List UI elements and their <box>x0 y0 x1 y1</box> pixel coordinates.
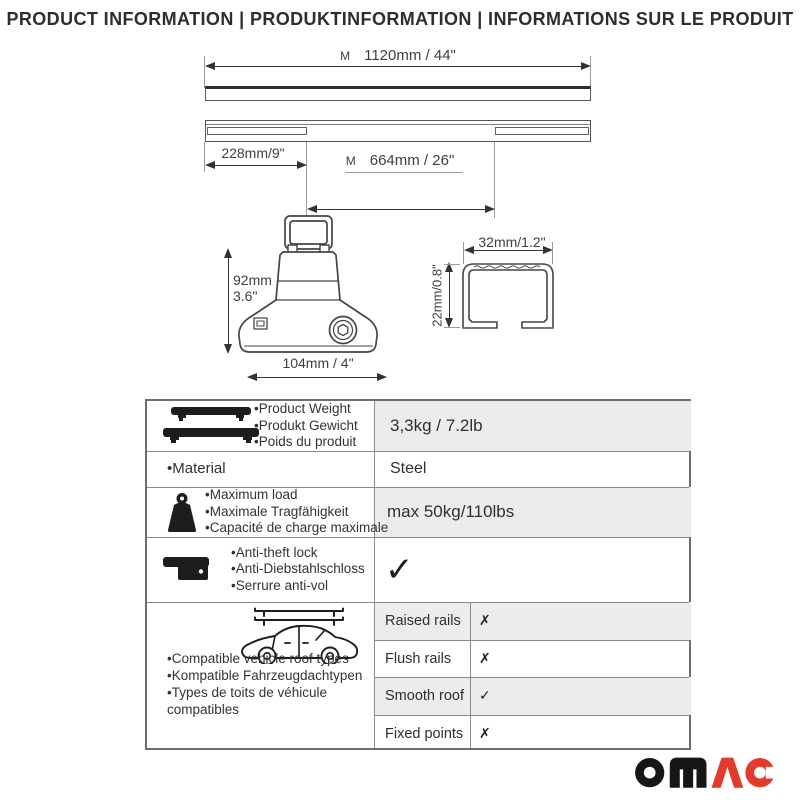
crossbar-side-view <box>205 120 591 142</box>
label-underline <box>345 172 463 173</box>
spec-label: •Maximum load •Maximale Tragfähigkeit •Capacité de charge maximale <box>205 487 389 536</box>
spec-label: •Compatible vehicle roof types •Kompatible Fahrzeugdachtypen •Types de toits de véhicule compatibles <box>167 651 363 717</box>
anti-theft-lock-icon <box>162 554 214 584</box>
crossbar-left-sleeve <box>207 127 307 135</box>
bar-length-dimension-label: M 1120mm / 44" <box>340 47 456 64</box>
roof-rack-bars-icon <box>161 404 261 448</box>
roof-type-mark: ✗ <box>479 613 491 629</box>
spec-label: •Material <box>167 459 226 477</box>
foot-width-dimension-arrow <box>247 373 387 382</box>
roof-type-label: Fixed points <box>385 725 464 742</box>
column-divider <box>374 401 375 748</box>
crossbar-top-view <box>205 86 591 101</box>
crossbar-edge-line <box>206 124 590 125</box>
roof-type-label: Flush rails <box>385 650 452 667</box>
max-load-weight-icon <box>164 492 200 534</box>
end-offset-dimension-arrow <box>205 161 307 170</box>
size-marker: M <box>340 49 351 63</box>
roof-type-label: Smooth roof <box>385 688 464 704</box>
roof-type-mark: ✗ <box>479 650 491 667</box>
crossbar-right-sleeve <box>495 127 589 135</box>
spec-table <box>145 399 691 750</box>
spec-label: •Product Weight •Produkt Gewicht •Poids du produit <box>254 401 358 450</box>
foot-height-dimension-arrow <box>224 248 233 354</box>
end-offset-dimension-label: 228mm/9" <box>221 145 285 161</box>
crossbar-profile-drawing <box>437 258 567 333</box>
profile-height-dimension-arrow <box>445 262 454 328</box>
roof-type-mark: ✗ <box>479 725 491 742</box>
subcolumn-divider <box>470 602 471 748</box>
spec-label: •Anti-theft lock •Anti-Diebstahlschloss •Serrure anti-vol <box>231 544 365 593</box>
roof-type-label: Raised rails <box>385 613 461 629</box>
extension-line <box>444 327 460 328</box>
bar-length-dimension-arrow <box>205 62 591 71</box>
profile-width-dimension-label: 32mm/1.2" <box>478 234 546 250</box>
page-title: PRODUCT INFORMATION | PRODUKTINFORMATION | INFORMATIONS SUR LE PRODUIT <box>6 9 794 29</box>
roof-type-mark: ✓ <box>479 688 491 704</box>
spec-value-material: Steel <box>390 460 427 477</box>
spec-value-max-load: max 50kg/110lbs <box>387 502 515 521</box>
size-marker: M <box>345 154 356 168</box>
extension-line <box>444 264 460 265</box>
extension-line <box>590 56 591 88</box>
center-span-dimension-label: M 664mm / 26" <box>345 152 455 169</box>
spec-value-weight: 3,3kg / 7.2lb <box>390 416 483 435</box>
row-divider <box>147 537 689 538</box>
extension-line <box>204 56 205 88</box>
foot-width-dimension-label: 104mm / 4" <box>282 355 354 371</box>
omac-logo <box>633 752 775 790</box>
foot-height-dimension-label: 92mm 3.6" <box>233 272 272 304</box>
profile-height-dimension-label: 22mm/0.8" <box>429 264 445 327</box>
profile-width-dimension-arrow <box>464 246 553 255</box>
anti-theft-check-mark: ✓ <box>385 549 414 590</box>
